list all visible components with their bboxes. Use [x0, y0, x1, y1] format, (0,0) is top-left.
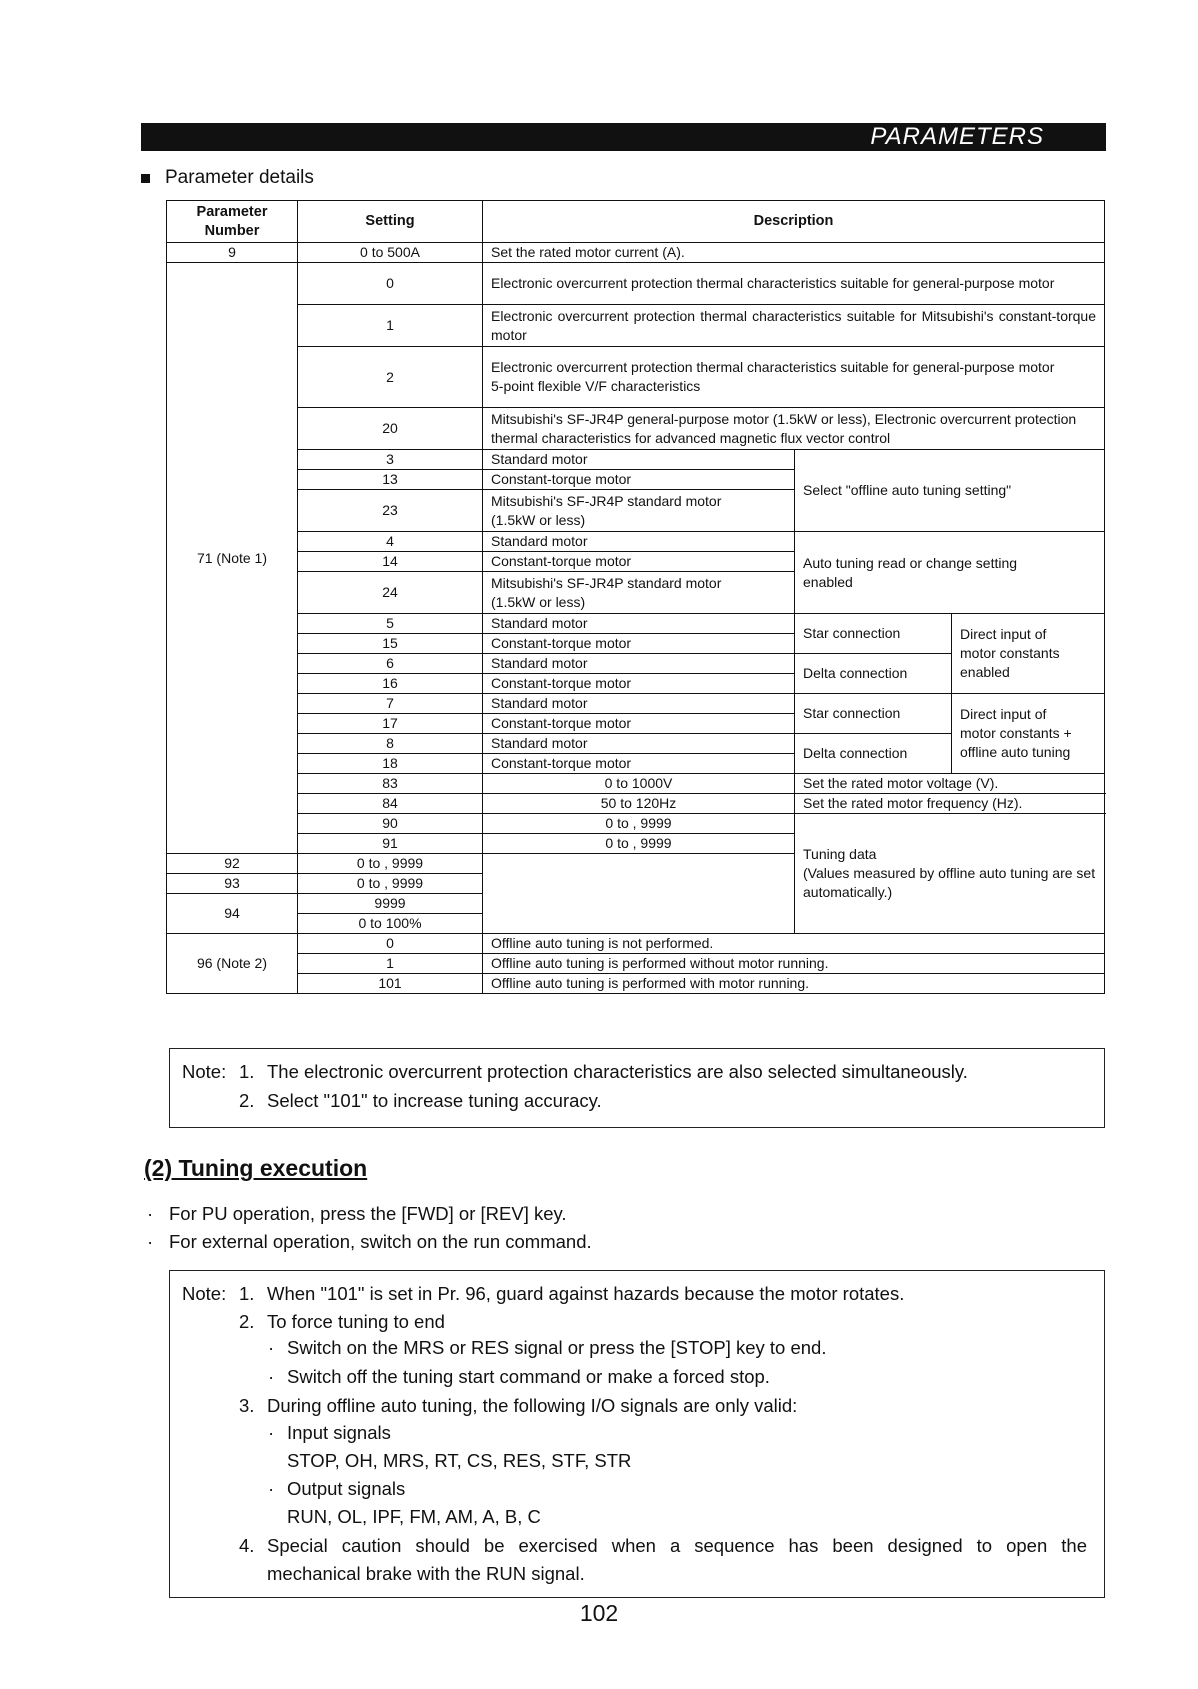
setting-cell: 4	[298, 532, 483, 552]
note-number: 2.	[239, 1090, 255, 1111]
description-cell: Offline auto tuning is performed without motor running.	[483, 954, 1105, 974]
group-note-cell: Auto tuning read or change setting enabled	[795, 532, 1105, 614]
connection-cell: Delta connection	[795, 734, 952, 774]
table-row	[167, 974, 1105, 994]
setting-cell: 7	[298, 694, 483, 714]
header-setting: Setting	[298, 201, 483, 243]
note-box-2	[169, 1270, 1105, 1598]
description-cell: Offline auto tuning is performed with motor running.	[483, 974, 1105, 994]
motor-type-cell: Mitsubishi's SF-JR4P standard motor (1.5kW or less)	[483, 490, 795, 532]
table-row	[167, 614, 1105, 634]
connection-cell: Star connection	[795, 694, 952, 734]
setting-cell: 13	[298, 470, 483, 490]
setting-cell: 14	[298, 552, 483, 572]
motor-type-cell: Mitsubishi's SF-JR4P standard motor (1.5kW or less)	[483, 572, 795, 614]
note-number: 2.	[239, 1311, 255, 1332]
description-cell: Offline auto tuning is not performed.	[483, 934, 1105, 954]
note-box-1	[169, 1048, 1105, 1128]
motor-type-cell: Constant-torque motor	[483, 634, 795, 654]
setting-cell: 2	[298, 347, 483, 408]
param-number: 92	[167, 854, 298, 874]
note-text: To force tuning to end	[267, 1311, 445, 1332]
group-note-cell: Direct input of motor constants enabled	[952, 614, 1105, 694]
table-row	[167, 263, 1105, 305]
setting-cell: 16	[298, 674, 483, 694]
note-text: Special caution should be exercised when a sequence has been designed to open the	[267, 1535, 1087, 1556]
section-heading	[141, 167, 314, 189]
description-cell: Mitsubishi's SF-JR4P general-purpose motor (1.5kW or less), Electronic overcurrent protection thermal characteristics for advanced magnetic flux vector control	[483, 408, 1105, 450]
motor-type-cell: Standard motor	[483, 694, 795, 714]
note-number: 1.	[239, 1061, 255, 1082]
description-cell: Electronic overcurrent protection thermal characteristics suitable for Mitsubishi's constant-torque motor	[483, 305, 1105, 347]
setting-cell: 9999	[298, 894, 483, 914]
table-row	[167, 954, 1105, 974]
setting-cell: 101	[298, 974, 483, 994]
motor-type-cell: Constant-torque motor	[483, 714, 795, 734]
section-title: Parameter details	[165, 167, 314, 188]
description-cell: Set the rated motor frequency (Hz).	[795, 794, 1105, 814]
description-cell: Electronic overcurrent protection thermal characteristics suitable for general-purpose motor	[483, 263, 1105, 305]
param-number: 90	[298, 814, 483, 834]
setting-cell: 24	[298, 572, 483, 614]
table-row	[167, 794, 1105, 814]
setting-cell: 0 to , 9999	[298, 854, 483, 874]
group-note-cell: Select "offline auto tuning setting"	[795, 450, 1105, 532]
input-signals-list: STOP, OH, MRS, RT, CS, RES, STF, STR	[287, 1450, 632, 1471]
setting-cell: 23	[298, 490, 483, 532]
setting-cell: 0 to 1000V	[483, 774, 795, 794]
note-text: Select "101" to increase tuning accuracy.	[267, 1090, 602, 1111]
setting-cell: 5	[298, 614, 483, 634]
note-label: Note:	[182, 1283, 227, 1304]
setting-cell: 17	[298, 714, 483, 734]
motor-type-cell: Standard motor	[483, 532, 795, 552]
bullet-dot-icon: ·	[147, 1231, 154, 1252]
input-signals-label: Input signals	[287, 1422, 391, 1443]
setting-cell: 0 to , 9999	[483, 814, 795, 834]
motor-type-cell: Standard motor	[483, 734, 795, 754]
square-bullet-icon	[141, 174, 150, 183]
note-text: The electronic overcurrent protection characteristics are also selected simultaneously.	[267, 1061, 968, 1082]
table-row	[167, 305, 1105, 347]
setting-cell: 50 to 120Hz	[483, 794, 795, 814]
table-row	[167, 408, 1105, 450]
description-cell: Set the rated motor current (A).	[483, 243, 1105, 263]
parameter-table	[166, 200, 1105, 994]
description-cell: Tuning data (Values measured by offline auto tuning are set automatically.)	[795, 814, 1105, 934]
setting-cell: 0 to , 9999	[298, 874, 483, 894]
param-number: 9	[167, 243, 298, 263]
setting-cell: 0 to , 9999	[483, 834, 795, 854]
motor-type-cell: Standard motor	[483, 450, 795, 470]
table-row	[167, 532, 1105, 552]
motor-type-cell: Constant-torque motor	[483, 754, 795, 774]
bullet-dot-icon: ·	[268, 1422, 275, 1443]
bullet-dot-icon: ·	[268, 1337, 275, 1358]
motor-type-cell: Constant-torque motor	[483, 552, 795, 572]
setting-cell: 18	[298, 754, 483, 774]
description-cell: Set the rated motor voltage (V).	[795, 774, 1105, 794]
note-number: 4.	[239, 1535, 255, 1556]
tuning-execution-heading: (2) Tuning execution	[144, 1155, 368, 1181]
list-item: · For PU operation, press the [FWD] or [REV] key.	[147, 1203, 567, 1224]
note-text: During offline auto tuning, the following I/O signals are only valid:	[267, 1395, 798, 1416]
setting-cell: 8	[298, 734, 483, 754]
header-description: Description	[483, 201, 1105, 243]
setting-cell: 15	[298, 634, 483, 654]
table-row	[167, 243, 1105, 263]
list-item: · For external operation, switch on the run command.	[147, 1231, 592, 1252]
motor-type-cell: Constant-torque motor	[483, 674, 795, 694]
page-number: 102	[579, 1600, 619, 1626]
param-number: 93	[167, 874, 298, 894]
bullet-dot-icon: ·	[268, 1478, 275, 1499]
bullet-dot-icon: ·	[268, 1366, 275, 1387]
note-label: Note:	[182, 1061, 227, 1082]
header-param-number: Parameter Number	[167, 201, 298, 243]
group-note-cell: Direct input of motor constants + offline auto tuning	[952, 694, 1105, 774]
table-row	[167, 934, 1105, 954]
motor-type-cell: Standard motor	[483, 614, 795, 634]
note-subitem: Switch off the tuning start command or make a forced stop.	[287, 1366, 770, 1387]
output-signals-label: Output signals	[287, 1478, 406, 1499]
note-subitem: Switch on the MRS or RES signal or press the [STOP] key to end.	[287, 1337, 827, 1358]
param-number: 91	[298, 834, 483, 854]
note-number: 1.	[239, 1283, 255, 1304]
table-row	[167, 814, 1105, 834]
param-number: 83	[298, 774, 483, 794]
note-text: mechanical brake with the RUN signal.	[267, 1563, 585, 1584]
header-bar	[141, 123, 1106, 151]
table-row	[167, 450, 1105, 470]
output-signals-list: RUN, OL, IPF, FM, AM, A, B, C	[287, 1506, 541, 1527]
param-number: 84	[298, 794, 483, 814]
motor-type-cell: Standard motor	[483, 654, 795, 674]
bullet-dot-icon: ·	[147, 1203, 154, 1224]
param-number: 71 (Note 1)	[167, 263, 298, 854]
setting-cell: 3	[298, 450, 483, 470]
setting-cell: 20	[298, 408, 483, 450]
table-header-row	[167, 201, 1105, 243]
table-row	[167, 694, 1105, 714]
param-number: 96 (Note 2)	[167, 934, 298, 994]
note-number: 3.	[239, 1395, 255, 1416]
connection-cell: Star connection	[795, 614, 952, 654]
motor-type-cell: Constant-torque motor	[483, 470, 795, 490]
setting-cell: 1	[298, 305, 483, 347]
header-title: PARAMETERS	[870, 123, 1044, 150]
setting-cell: 0 to 100%	[298, 914, 483, 934]
setting-cell: 1	[298, 954, 483, 974]
note-text: When "101" is set in Pr. 96, guard against hazards because the motor rotates.	[267, 1283, 905, 1304]
setting-cell: 0	[298, 263, 483, 305]
setting-cell: 0	[298, 934, 483, 954]
table-row	[167, 774, 1105, 794]
table-row	[167, 347, 1105, 408]
setting-cell: 6	[298, 654, 483, 674]
setting-cell: 0 to 500A	[298, 243, 483, 263]
connection-cell: Delta connection	[795, 654, 952, 694]
param-number: 94	[167, 894, 298, 934]
description-cell: Electronic overcurrent protection thermal characteristics suitable for general-purpose motor 5-point flexible V/F characteristics	[483, 347, 1105, 408]
